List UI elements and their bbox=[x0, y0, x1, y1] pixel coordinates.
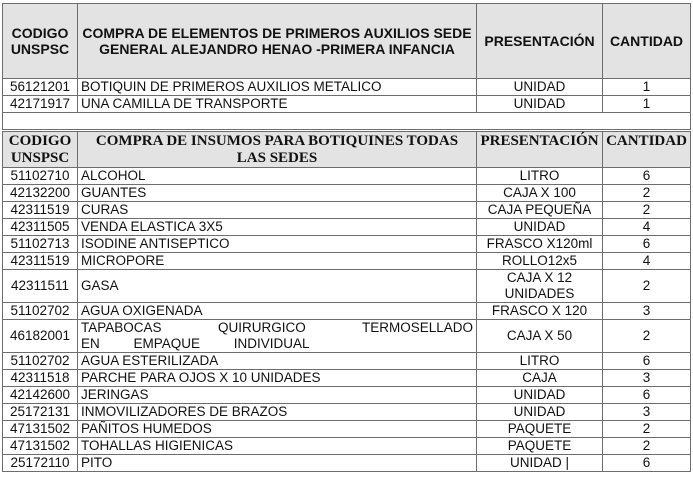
table-header-row bbox=[3, 132, 691, 168]
cell-code: 25172110 bbox=[3, 455, 78, 472]
cell-description: BOTIQUIN DE PRIMEROS AUXILIOS METALICO bbox=[78, 79, 477, 96]
cell-code: 42142600 bbox=[3, 387, 78, 404]
table-header-row bbox=[3, 4, 691, 79]
cell-description: ALCOHOL bbox=[78, 168, 477, 185]
cell-code: 51102710 bbox=[3, 168, 78, 185]
table-row bbox=[3, 320, 691, 353]
header-presentation: PRESENTACIÓN bbox=[477, 132, 603, 168]
cell-presentation: PAQUETE bbox=[477, 438, 603, 455]
cell-quantity: 6 bbox=[603, 387, 691, 404]
cell-presentation: CAJA bbox=[477, 370, 603, 387]
cell-description: INMOVILIZADORES DE BRAZOS bbox=[78, 404, 477, 421]
cell-code: 46182001 bbox=[3, 320, 78, 353]
cell-quantity: 2 bbox=[603, 270, 691, 303]
header-description: COMPRA DE ELEMENTOS DE PRIMEROS AUXILIOS SEDE GENERAL ALEJANDRO HENAO -PRIMERA INFANCIA bbox=[78, 4, 477, 79]
cell-description: JERINGAS bbox=[78, 387, 477, 404]
cell-quantity: 2 bbox=[603, 438, 691, 455]
table-row bbox=[3, 303, 691, 320]
header-code: CODIGO UNSPSC bbox=[3, 4, 78, 79]
cell-code: 42132200 bbox=[3, 185, 78, 202]
table-row bbox=[3, 353, 691, 370]
spacer-row bbox=[3, 113, 691, 130]
cell-quantity: 1 bbox=[603, 79, 691, 96]
cell-code: 25172131 bbox=[3, 404, 78, 421]
cell-quantity: 2 bbox=[603, 421, 691, 438]
table-row bbox=[3, 185, 691, 202]
cell-code: 47131502 bbox=[3, 421, 78, 438]
cell-code: 51102702 bbox=[3, 303, 78, 320]
cell-quantity: 4 bbox=[603, 219, 691, 236]
cell-quantity: 6 bbox=[603, 455, 691, 472]
spacer-cell bbox=[3, 113, 691, 130]
cell-description: TAPABOCAS QUIRURGICO TERMOSELLADO EN EMPAQUE INDIVIDUAL bbox=[78, 320, 477, 353]
table-row bbox=[3, 387, 691, 404]
cell-quantity: 4 bbox=[603, 253, 691, 270]
cell-presentation: UNIDAD bbox=[477, 96, 603, 113]
cell-description: GASA bbox=[78, 270, 477, 303]
table-row bbox=[3, 219, 691, 236]
cell-quantity: 3 bbox=[603, 303, 691, 320]
cell-description: MICROPORE bbox=[78, 253, 477, 270]
table-row bbox=[3, 421, 691, 438]
cell-presentation: UNIDAD bbox=[477, 404, 603, 421]
cell-code: 42311505 bbox=[3, 219, 78, 236]
cell-description: TOHALLAS HIGIENICAS bbox=[78, 438, 477, 455]
cell-quantity: 6 bbox=[603, 353, 691, 370]
cell-description: CURAS bbox=[78, 202, 477, 219]
table-row bbox=[3, 236, 691, 253]
cell-description: PAÑITOS HUMEDOS bbox=[78, 421, 477, 438]
cell-description: VENDA ELASTICA 3X5 bbox=[78, 219, 477, 236]
cell-presentation: UNIDAD bbox=[477, 219, 603, 236]
first-aid-elements-table bbox=[2, 3, 691, 130]
cell-quantity: 2 bbox=[603, 185, 691, 202]
cell-presentation: LITRO bbox=[477, 168, 603, 185]
cell-code: 42311511 bbox=[3, 270, 78, 303]
cell-description: AGUA OXIGENADA bbox=[78, 303, 477, 320]
cell-code: 56121201 bbox=[3, 79, 78, 96]
cell-description: UNA CAMILLA DE TRANSPORTE bbox=[78, 96, 477, 113]
cell-presentation: CAJA X 12 UNIDADES bbox=[477, 270, 603, 303]
cell-presentation: FRASCO X120ml bbox=[477, 236, 603, 253]
cell-presentation: FRASCO X 120 bbox=[477, 303, 603, 320]
cell-description: PARCHE PARA OJOS X 10 UNIDADES bbox=[78, 370, 477, 387]
header-code: CODIGO UNSPSC bbox=[3, 132, 78, 168]
cell-quantity: 1 bbox=[603, 96, 691, 113]
table-row bbox=[3, 455, 691, 472]
cell-presentation: CAJA X 100 bbox=[477, 185, 603, 202]
header-presentation: PRESENTACIÓN bbox=[477, 4, 603, 79]
table-row bbox=[3, 404, 691, 421]
header-description: COMPRA DE INSUMOS PARA BOTIQUINES TODAS LAS SEDES bbox=[78, 132, 477, 168]
header-quantity: CANTIDAD bbox=[603, 132, 691, 168]
cell-description: GUANTES bbox=[78, 185, 477, 202]
cell-code: 51102713 bbox=[3, 236, 78, 253]
first-aid-supplies-table bbox=[2, 131, 691, 472]
table-row bbox=[3, 270, 691, 303]
cell-description: AGUA ESTERILIZADA bbox=[78, 353, 477, 370]
cell-code: 42311518 bbox=[3, 370, 78, 387]
table-row bbox=[3, 168, 691, 185]
cell-code: 42171917 bbox=[3, 96, 78, 113]
table-row bbox=[3, 96, 691, 113]
table-row bbox=[3, 253, 691, 270]
cell-presentation: UNIDAD bbox=[477, 387, 603, 404]
table-row bbox=[3, 79, 691, 96]
cell-code: 42311519 bbox=[3, 253, 78, 270]
cell-presentation: UNIDAD | bbox=[477, 455, 603, 472]
cell-code: 51102702 bbox=[3, 353, 78, 370]
cell-quantity: 2 bbox=[603, 202, 691, 219]
cell-code: 42311519 bbox=[3, 202, 78, 219]
cell-quantity: 3 bbox=[603, 370, 691, 387]
table-row bbox=[3, 438, 691, 455]
cell-presentation: CAJA PEQUEÑA bbox=[477, 202, 603, 219]
cell-presentation: UNIDAD bbox=[477, 79, 603, 96]
cell-quantity: 2 bbox=[603, 320, 691, 353]
cell-presentation: ROLLO12x5 bbox=[477, 253, 603, 270]
cell-description: PITO bbox=[78, 455, 477, 472]
table-row bbox=[3, 370, 691, 387]
cell-quantity: 6 bbox=[603, 236, 691, 253]
cell-presentation: LITRO bbox=[477, 353, 603, 370]
cell-quantity: 6 bbox=[603, 168, 691, 185]
cell-code: 47131502 bbox=[3, 438, 78, 455]
cell-description: ISODINE ANTISEPTICO bbox=[78, 236, 477, 253]
cell-presentation: PAQUETE bbox=[477, 421, 603, 438]
header-quantity: CANTIDAD bbox=[603, 4, 691, 79]
cell-presentation: CAJA X 50 bbox=[477, 320, 603, 353]
cell-quantity: 3 bbox=[603, 404, 691, 421]
table-row bbox=[3, 202, 691, 219]
